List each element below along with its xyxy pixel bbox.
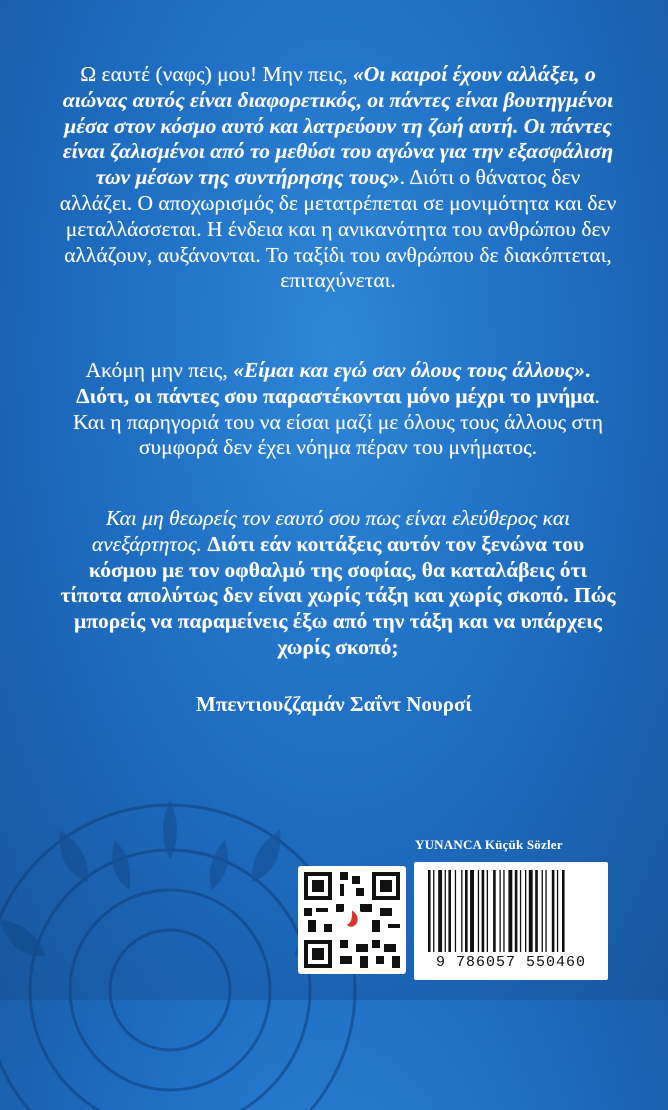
paragraph-2-bold: . Διότι, οι πάντες σου παραστέκονται μόνο μέχρι το μνήμα [76,358,595,408]
paragraph-2-quote: «Είμαι και εγώ σαν όλους τους άλλους» [233,358,585,382]
barcode-icon [426,870,596,954]
paragraph-1-quote: «Οι καιροί έχουν αλλάξει, ο αιώνας αυτός είναι διαφορετικός, οι πάντες είναι βουτηγμένοι μέσα στον κόσμο αυτό και λατρεύουν τη ζωή αυτή. Οι πάντες είναι ζαλισμένοι από το μεθύσι του αγώνα για την εξασφάλιση των μέσων της συντήρησης τους» [62,62,614,190]
qr-code [298,866,406,974]
barcode-number: 9 786057 550460 [435,954,587,971]
paragraph-1-body: . Διότι ο θάνατος δεν αλλάζει. Ο αποχωρισμός δε μετατρέπεται σε μονιμότητα και δεν μεταλλάσσεται. Η ένδεια και η ανικανότητα του ανθρώπου δεν αλλάζουν, αυξάνονται. Το ταξίδι του ανθρώπου δε διακόπτεται, επιταχύνεται. [59,165,617,293]
paragraph-3-bold: Διότι εάν κοιτάξεις αυτόν τον ξενώνα του κόσμου με τον οφθαλμό της σοφίας, θα καταλάβεις ότι τίποτα απολύτως δεν είναι χωρίς τάξη και χωρίς σκοπό. Πώς μπορείς να παραμείνεις έξω από την τάξη και να υπάρχεις χωρίς σκοπό; [60,531,616,659]
paragraph-1 [58,62,618,294]
qr-code-icon [304,872,400,968]
paragraph-2-intro: Ακόμη μην πεις, [85,358,234,382]
author-name: Μπεντιουζζαμάν Σαΐντ Νουρσί [196,692,472,716]
paragraph-2-body: . Και η παρηγοριά του να είσαι μαζί με όλους τους άλλους στη συμφορά δεν έχει νόημα πέραν του μνήματος. [73,383,603,460]
isbn-barcode [414,862,608,980]
paragraph-1-intro: Ω εαυτέ (ναφς) μου! Μην πεις, [80,62,353,86]
paragraph-3 [58,506,618,661]
paragraph-3-intro: Και μη θεωρείς τον εαυτό σου πως είναι ελεύθερος και ανεξάρτητος. [91,506,571,556]
paragraph-2 [58,358,618,461]
series-label: YUNANCA Küçük Sözler [415,837,563,852]
